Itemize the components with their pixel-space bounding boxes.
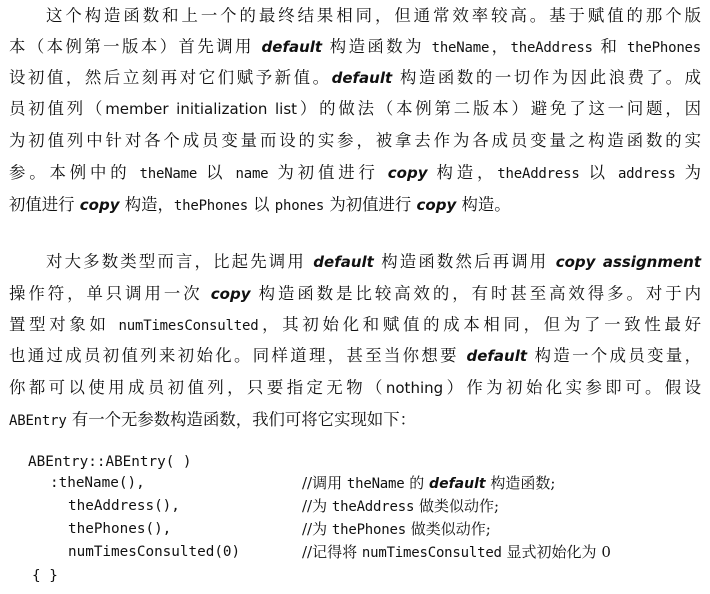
code-term: phones [274,198,325,214]
code-term: theName [139,166,198,182]
code-term: numTimesConsulted [361,545,502,561]
text: 员初值列（ [9,99,106,118]
code-line-constructor: ABEntry::ABEntry( ) [28,454,192,470]
paragraph-1-line-1: 这个构造函数和上一个的最终结果相同，但通常效率较高。基于赋值的那个版 [46,6,701,25]
code-comment-thename [302,474,555,493]
text: //调用 [302,474,347,492]
paragraph-1-line-4 [9,99,701,119]
text: 为初值进行 [324,195,417,214]
code-term: theAddress [331,499,415,515]
code-line-thename: :theName(), [50,475,145,491]
code-term: thePhones [626,40,702,56]
text: //记得将 [302,543,362,561]
emphasis-term: default [429,476,486,492]
text: 有一个无参数构造函数，我们可将它实现如下： [66,410,417,429]
code-comment-thephones [302,520,491,539]
text: 构造， [427,163,498,182]
code-term: theAddress [510,40,593,56]
code-comment-theaddress [302,497,499,516]
paragraph-2-line-3 [9,315,701,336]
text: 参。本例中的 [9,163,140,182]
text: 为初值进行 [268,163,388,182]
code-term: thePhones [331,522,406,538]
english-term: nothing [385,379,444,397]
emphasis-term: copy [416,196,457,214]
code-term: theAddress [497,166,580,182]
code-line-numtimesconsulted: numTimesConsulted(0) [68,544,241,560]
emphasis-term: copy [387,164,428,182]
paragraph-1-line-2 [9,37,701,58]
emphasis-term: default [466,347,528,365]
code-line-body: { } [32,568,58,584]
paragraph-2-line-2 [9,284,701,304]
text: 构造函数为 [322,37,432,56]
english-term: member initialization list [105,100,298,118]
text: 做类似动作; [405,520,491,538]
code-term: thePhones [173,198,248,214]
paragraph-2-line-1 [46,252,701,272]
code-term: numTimesConsulted [118,318,259,334]
emphasis-term: copy [210,285,251,303]
text: 为 [675,163,702,182]
text: 构造。 [456,195,511,214]
text: ，其初始化和赋值的成本相同，但为了一致性最好 [258,315,701,334]
text: 构造， [119,195,174,214]
paragraph-2-line-5 [9,378,701,398]
text: 和 [592,37,627,56]
emphasis-term: default [261,38,323,56]
text: 以 [579,163,618,182]
text: //为 [302,497,332,515]
text: 做类似动作; [414,497,500,515]
text: 初值进行 [9,195,80,214]
text: 也通过成员初值列来初始化。同样道理，甚至当你想要 [9,346,467,365]
paragraph-1-line-7 [9,195,701,216]
text: 设初值，然后立刻再对它们赋予新值。 [9,68,332,87]
emphasis-term: copy [79,196,120,214]
code-line-theaddress: theAddress(), [68,498,180,514]
paragraph-2-line-6 [9,410,701,431]
text: 构造函数; [485,474,556,492]
paragraph-1-line-5: 为初值列中针对各个成员变量而设的实参，被拿去作为各成员变量之构造函数的实 [9,131,701,150]
text: 构造一个成员变量， [527,346,701,365]
text: 操作符，单只调用一次 [9,284,211,303]
text: 以 [197,163,236,182]
code-comment-numtimesconsulted [302,543,611,562]
emphasis-term: default [313,253,374,271]
text: 本（本例第一版本）首先调用 [9,37,262,56]
text: 置型对象如 [9,315,119,334]
text: 构造函数然后再调用 [373,252,556,271]
emphasis-term: copy assignment [555,253,702,271]
text: 你都可以使用成员初值列，只要指定无物（ [9,378,386,397]
code-term: address [617,166,676,182]
paragraph-1-line-6 [9,163,701,184]
code-term: theName [346,476,405,492]
text: 的 [404,474,430,492]
paragraph-2-line-4 [9,346,701,366]
text: 构造函数的一切作为因此浪费了。成 [392,68,702,87]
code-term: name [235,166,269,182]
paragraph-1-line-3 [9,68,701,88]
emphasis-term: default [331,69,393,87]
text: ， [489,37,511,56]
text: 构造函数是比较高效的，有时甚至高效得多。对于内 [250,284,701,303]
code-term: ABEntry [9,413,67,429]
code-term: theName [431,40,490,56]
code-line-thephones: thePhones(), [68,521,172,537]
text: ）作为初始化实参即可。假设 [443,378,702,397]
text: //为 [302,520,332,538]
text: ）的做法（本例第二版本）避免了这一问题，因 [297,99,702,118]
text: 显式初始化为 0 [501,543,611,561]
text: 以 [247,195,275,214]
text: 对大多数类型而言，比起先调用 [46,252,314,271]
